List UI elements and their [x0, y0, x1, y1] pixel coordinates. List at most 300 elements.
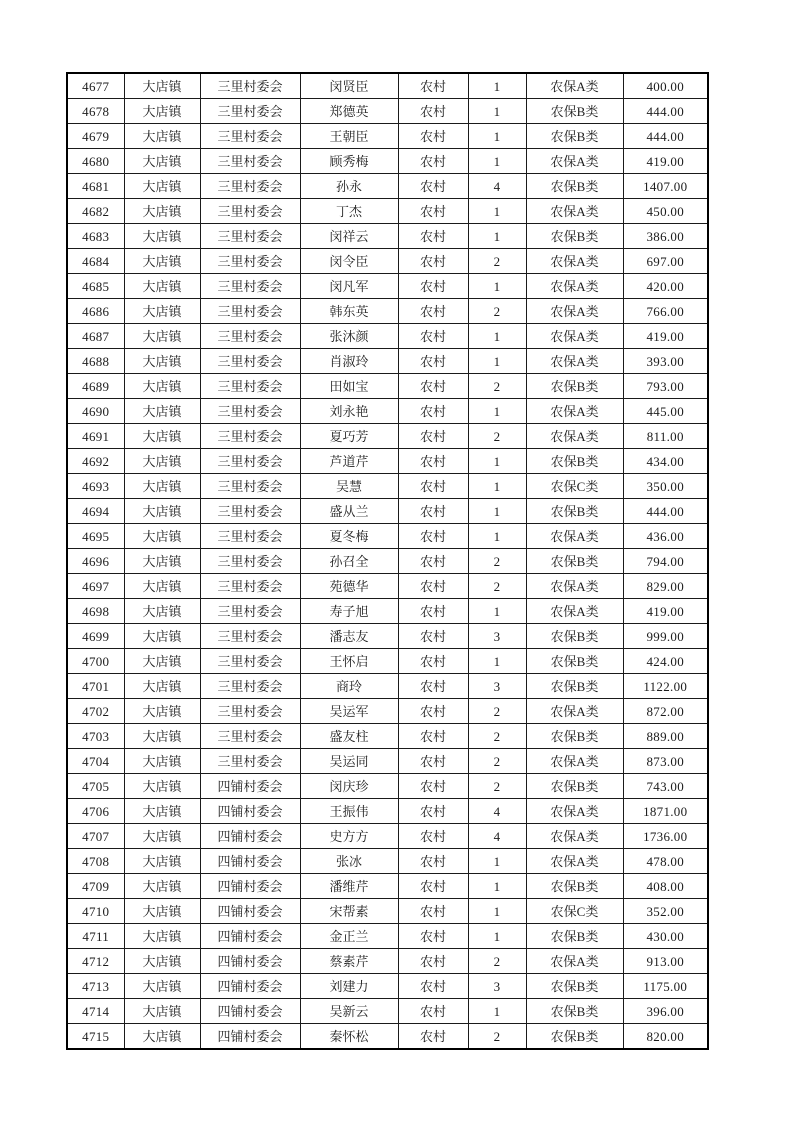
person-name-cell: 韩东英: [300, 299, 398, 324]
town-cell: 大店镇: [124, 749, 200, 774]
town-cell: 大店镇: [124, 449, 200, 474]
insurance-category-cell: 农保A类: [526, 324, 623, 349]
serial-number-cell: 4693: [67, 474, 124, 499]
table-row: [67, 649, 708, 674]
person-count-cell: 3: [468, 974, 526, 999]
town-cell: 大店镇: [124, 124, 200, 149]
amount-cell: 400.00: [623, 73, 708, 99]
table-row: [67, 499, 708, 524]
serial-number-cell: 4713: [67, 974, 124, 999]
serial-number-cell: 4703: [67, 724, 124, 749]
household-type-cell: 农村: [398, 299, 468, 324]
table-row: [67, 874, 708, 899]
amount-cell: 444.00: [623, 99, 708, 124]
town-cell: 大店镇: [124, 924, 200, 949]
household-type-cell: 农村: [398, 149, 468, 174]
person-name-cell: 田如宝: [300, 374, 398, 399]
insurance-category-cell: 农保A类: [526, 349, 623, 374]
person-name-cell: 史方方: [300, 824, 398, 849]
household-type-cell: 农村: [398, 874, 468, 899]
amount-cell: 450.00: [623, 199, 708, 224]
insurance-category-cell: 农保B类: [526, 1024, 623, 1050]
insurance-category-cell: 农保B类: [526, 649, 623, 674]
insurance-category-cell: 农保B类: [526, 374, 623, 399]
records-table-body: [67, 73, 708, 1049]
amount-cell: 352.00: [623, 899, 708, 924]
insurance-category-cell: 农保B类: [526, 674, 623, 699]
table-row: [67, 174, 708, 199]
household-type-cell: 农村: [398, 999, 468, 1024]
town-cell: 大店镇: [124, 299, 200, 324]
serial-number-cell: 4679: [67, 124, 124, 149]
person-count-cell: 1: [468, 874, 526, 899]
town-cell: 大店镇: [124, 949, 200, 974]
person-count-cell: 1: [468, 73, 526, 99]
table-row: [67, 149, 708, 174]
table-row: [67, 474, 708, 499]
town-cell: 大店镇: [124, 549, 200, 574]
table-row: [67, 1024, 708, 1050]
table-row: [67, 73, 708, 99]
serial-number-cell: 4707: [67, 824, 124, 849]
insurance-category-cell: 农保A类: [526, 249, 623, 274]
insurance-category-cell: 农保B类: [526, 124, 623, 149]
village-committee-cell: 三里村委会: [200, 449, 300, 474]
insurance-category-cell: 农保B类: [526, 874, 623, 899]
serial-number-cell: 4691: [67, 424, 124, 449]
amount-cell: 766.00: [623, 299, 708, 324]
serial-number-cell: 4699: [67, 624, 124, 649]
insurance-category-cell: 农保A类: [526, 399, 623, 424]
serial-number-cell: 4690: [67, 399, 124, 424]
village-committee-cell: 四铺村委会: [200, 949, 300, 974]
household-type-cell: 农村: [398, 624, 468, 649]
person-count-cell: 1: [468, 999, 526, 1024]
person-name-cell: 吴慧: [300, 474, 398, 499]
table-row: [67, 774, 708, 799]
amount-cell: 872.00: [623, 699, 708, 724]
person-count-cell: 2: [468, 424, 526, 449]
table-row: [67, 299, 708, 324]
person-name-cell: 宋帮素: [300, 899, 398, 924]
person-name-cell: 王怀启: [300, 649, 398, 674]
household-type-cell: 农村: [398, 849, 468, 874]
person-name-cell: 刘永艳: [300, 399, 398, 424]
serial-number-cell: 4689: [67, 374, 124, 399]
insurance-category-cell: 农保B类: [526, 499, 623, 524]
insurance-category-cell: 农保C类: [526, 899, 623, 924]
town-cell: 大店镇: [124, 649, 200, 674]
table-row: [67, 949, 708, 974]
person-name-cell: 张沐颜: [300, 324, 398, 349]
insurance-category-cell: 农保A类: [526, 699, 623, 724]
serial-number-cell: 4702: [67, 699, 124, 724]
insurance-category-cell: 农保B类: [526, 924, 623, 949]
serial-number-cell: 4697: [67, 574, 124, 599]
person-count-cell: 2: [468, 549, 526, 574]
town-cell: 大店镇: [124, 499, 200, 524]
person-count-cell: 1: [468, 849, 526, 874]
village-committee-cell: 四铺村委会: [200, 924, 300, 949]
amount-cell: 1122.00: [623, 674, 708, 699]
person-count-cell: 2: [468, 699, 526, 724]
village-committee-cell: 三里村委会: [200, 424, 300, 449]
person-count-cell: 1: [468, 124, 526, 149]
household-type-cell: 农村: [398, 899, 468, 924]
person-count-cell: 1: [468, 449, 526, 474]
person-count-cell: 2: [468, 949, 526, 974]
town-cell: 大店镇: [124, 774, 200, 799]
village-committee-cell: 三里村委会: [200, 599, 300, 624]
town-cell: 大店镇: [124, 1024, 200, 1050]
person-count-cell: 1: [468, 649, 526, 674]
town-cell: 大店镇: [124, 974, 200, 999]
village-committee-cell: 三里村委会: [200, 649, 300, 674]
insurance-category-cell: 农保A类: [526, 73, 623, 99]
serial-number-cell: 4688: [67, 349, 124, 374]
table-row: [67, 824, 708, 849]
serial-number-cell: 4706: [67, 799, 124, 824]
town-cell: 大店镇: [124, 224, 200, 249]
insurance-category-cell: 农保B类: [526, 99, 623, 124]
village-committee-cell: 三里村委会: [200, 499, 300, 524]
amount-cell: 1175.00: [623, 974, 708, 999]
person-name-cell: 夏冬梅: [300, 524, 398, 549]
insurance-category-cell: 农保B类: [526, 449, 623, 474]
amount-cell: 811.00: [623, 424, 708, 449]
serial-number-cell: 4681: [67, 174, 124, 199]
amount-cell: 408.00: [623, 874, 708, 899]
village-committee-cell: 三里村委会: [200, 624, 300, 649]
village-committee-cell: 三里村委会: [200, 124, 300, 149]
household-type-cell: 农村: [398, 949, 468, 974]
serial-number-cell: 4684: [67, 249, 124, 274]
person-name-cell: 夏巧芳: [300, 424, 398, 449]
village-committee-cell: 三里村委会: [200, 99, 300, 124]
village-committee-cell: 三里村委会: [200, 474, 300, 499]
serial-number-cell: 4685: [67, 274, 124, 299]
amount-cell: 420.00: [623, 274, 708, 299]
amount-cell: 743.00: [623, 774, 708, 799]
amount-cell: 350.00: [623, 474, 708, 499]
insurance-category-cell: 农保B类: [526, 724, 623, 749]
serial-number-cell: 4692: [67, 449, 124, 474]
table-row: [67, 349, 708, 374]
village-committee-cell: 四铺村委会: [200, 874, 300, 899]
household-type-cell: 农村: [398, 749, 468, 774]
village-committee-cell: 三里村委会: [200, 249, 300, 274]
amount-cell: 386.00: [623, 224, 708, 249]
insurance-category-cell: 农保A类: [526, 799, 623, 824]
person-name-cell: 闵凡军: [300, 274, 398, 299]
person-name-cell: 盛友柱: [300, 724, 398, 749]
village-committee-cell: 三里村委会: [200, 524, 300, 549]
amount-cell: 873.00: [623, 749, 708, 774]
village-committee-cell: 三里村委会: [200, 299, 300, 324]
serial-number-cell: 4696: [67, 549, 124, 574]
table-row: [67, 324, 708, 349]
village-committee-cell: 三里村委会: [200, 73, 300, 99]
village-committee-cell: 四铺村委会: [200, 824, 300, 849]
town-cell: 大店镇: [124, 524, 200, 549]
town-cell: 大店镇: [124, 799, 200, 824]
person-count-cell: 3: [468, 624, 526, 649]
person-count-cell: 1: [468, 499, 526, 524]
serial-number-cell: 4700: [67, 649, 124, 674]
table-row: [67, 124, 708, 149]
household-type-cell: 农村: [398, 799, 468, 824]
village-committee-cell: 四铺村委会: [200, 899, 300, 924]
household-type-cell: 农村: [398, 974, 468, 999]
amount-cell: 424.00: [623, 649, 708, 674]
household-type-cell: 农村: [398, 724, 468, 749]
amount-cell: 396.00: [623, 999, 708, 1024]
serial-number-cell: 4705: [67, 774, 124, 799]
town-cell: 大店镇: [124, 174, 200, 199]
table-row: [67, 599, 708, 624]
household-type-cell: 农村: [398, 224, 468, 249]
town-cell: 大店镇: [124, 899, 200, 924]
village-committee-cell: 三里村委会: [200, 374, 300, 399]
person-name-cell: 孙永: [300, 174, 398, 199]
village-committee-cell: 三里村委会: [200, 724, 300, 749]
person-name-cell: 寿子旭: [300, 599, 398, 624]
household-type-cell: 农村: [398, 824, 468, 849]
person-name-cell: 闵贤臣: [300, 73, 398, 99]
amount-cell: 793.00: [623, 374, 708, 399]
amount-cell: 436.00: [623, 524, 708, 549]
village-committee-cell: 三里村委会: [200, 549, 300, 574]
town-cell: 大店镇: [124, 399, 200, 424]
amount-cell: 478.00: [623, 849, 708, 874]
person-name-cell: 秦怀松: [300, 1024, 398, 1050]
person-name-cell: 金正兰: [300, 924, 398, 949]
household-type-cell: 农村: [398, 674, 468, 699]
person-count-cell: 2: [468, 749, 526, 774]
household-type-cell: 农村: [398, 449, 468, 474]
household-type-cell: 农村: [398, 1024, 468, 1050]
town-cell: 大店镇: [124, 574, 200, 599]
village-committee-cell: 三里村委会: [200, 224, 300, 249]
town-cell: 大店镇: [124, 699, 200, 724]
person-count-cell: 3: [468, 674, 526, 699]
table-row: [67, 799, 708, 824]
town-cell: 大店镇: [124, 824, 200, 849]
household-type-cell: 农村: [398, 199, 468, 224]
insurance-category-cell: 农保B类: [526, 224, 623, 249]
table-row: [67, 974, 708, 999]
table-row: [67, 424, 708, 449]
amount-cell: 393.00: [623, 349, 708, 374]
insurance-category-cell: 农保A类: [526, 574, 623, 599]
household-type-cell: 农村: [398, 599, 468, 624]
serial-number-cell: 4678: [67, 99, 124, 124]
village-committee-cell: 三里村委会: [200, 274, 300, 299]
insurance-category-cell: 农保A类: [526, 424, 623, 449]
household-type-cell: 农村: [398, 424, 468, 449]
village-committee-cell: 三里村委会: [200, 699, 300, 724]
village-committee-cell: 四铺村委会: [200, 1024, 300, 1050]
table-row: [67, 574, 708, 599]
person-count-cell: 2: [468, 249, 526, 274]
person-count-cell: 2: [468, 574, 526, 599]
person-count-cell: 1: [468, 274, 526, 299]
household-type-cell: 农村: [398, 324, 468, 349]
table-row: [67, 274, 708, 299]
household-type-cell: 农村: [398, 349, 468, 374]
amount-cell: 820.00: [623, 1024, 708, 1050]
household-type-cell: 农村: [398, 399, 468, 424]
town-cell: 大店镇: [124, 474, 200, 499]
insurance-category-cell: 农保A类: [526, 849, 623, 874]
town-cell: 大店镇: [124, 724, 200, 749]
amount-cell: 419.00: [623, 324, 708, 349]
serial-number-cell: 4708: [67, 849, 124, 874]
household-type-cell: 农村: [398, 73, 468, 99]
person-name-cell: 吴运同: [300, 749, 398, 774]
serial-number-cell: 4680: [67, 149, 124, 174]
person-count-cell: 1: [468, 349, 526, 374]
person-count-cell: 1: [468, 324, 526, 349]
insurance-category-cell: 农保B类: [526, 774, 623, 799]
table-row: [67, 449, 708, 474]
village-committee-cell: 三里村委会: [200, 674, 300, 699]
village-committee-cell: 三里村委会: [200, 749, 300, 774]
village-committee-cell: 三里村委会: [200, 199, 300, 224]
household-type-cell: 农村: [398, 774, 468, 799]
town-cell: 大店镇: [124, 149, 200, 174]
table-row: [67, 99, 708, 124]
town-cell: 大店镇: [124, 999, 200, 1024]
person-name-cell: 闵祥云: [300, 224, 398, 249]
person-count-cell: 1: [468, 599, 526, 624]
town-cell: 大店镇: [124, 674, 200, 699]
amount-cell: 419.00: [623, 599, 708, 624]
household-type-cell: 农村: [398, 699, 468, 724]
serial-number-cell: 4683: [67, 224, 124, 249]
person-count-cell: 2: [468, 1024, 526, 1050]
table-row: [67, 624, 708, 649]
person-name-cell: 张冰: [300, 849, 398, 874]
household-type-cell: 农村: [398, 99, 468, 124]
person-name-cell: 吴运军: [300, 699, 398, 724]
town-cell: 大店镇: [124, 599, 200, 624]
town-cell: 大店镇: [124, 874, 200, 899]
person-count-cell: 1: [468, 199, 526, 224]
person-count-cell: 1: [468, 149, 526, 174]
person-name-cell: 商玲: [300, 674, 398, 699]
town-cell: 大店镇: [124, 199, 200, 224]
village-committee-cell: 四铺村委会: [200, 799, 300, 824]
serial-number-cell: 4695: [67, 524, 124, 549]
serial-number-cell: 4686: [67, 299, 124, 324]
household-type-cell: 农村: [398, 474, 468, 499]
insurance-category-cell: 农保A类: [526, 599, 623, 624]
amount-cell: 999.00: [623, 624, 708, 649]
person-name-cell: 王朝臣: [300, 124, 398, 149]
table-row: [67, 674, 708, 699]
serial-number-cell: 4677: [67, 73, 124, 99]
amount-cell: 419.00: [623, 149, 708, 174]
village-committee-cell: 四铺村委会: [200, 849, 300, 874]
table-row: [67, 549, 708, 574]
person-count-cell: 1: [468, 224, 526, 249]
town-cell: 大店镇: [124, 324, 200, 349]
person-count-cell: 2: [468, 374, 526, 399]
village-committee-cell: 四铺村委会: [200, 774, 300, 799]
household-type-cell: 农村: [398, 649, 468, 674]
table-row: [67, 899, 708, 924]
amount-cell: 829.00: [623, 574, 708, 599]
town-cell: 大店镇: [124, 99, 200, 124]
person-name-cell: 郑德英: [300, 99, 398, 124]
person-count-cell: 2: [468, 299, 526, 324]
person-count-cell: 4: [468, 824, 526, 849]
insurance-category-cell: 农保A类: [526, 524, 623, 549]
village-committee-cell: 四铺村委会: [200, 974, 300, 999]
person-name-cell: 潘维芹: [300, 874, 398, 899]
insurance-category-cell: 农保A类: [526, 274, 623, 299]
amount-cell: 889.00: [623, 724, 708, 749]
table-row: [67, 724, 708, 749]
table-row: [67, 849, 708, 874]
insurance-category-cell: 农保A类: [526, 824, 623, 849]
town-cell: 大店镇: [124, 849, 200, 874]
village-committee-cell: 三里村委会: [200, 174, 300, 199]
village-committee-cell: 三里村委会: [200, 149, 300, 174]
table-row: [67, 249, 708, 274]
person-count-cell: 1: [468, 924, 526, 949]
person-name-cell: 刘建力: [300, 974, 398, 999]
person-count-cell: 1: [468, 399, 526, 424]
table-row: [67, 999, 708, 1024]
person-count-cell: 1: [468, 474, 526, 499]
town-cell: 大店镇: [124, 424, 200, 449]
person-name-cell: 吴新云: [300, 999, 398, 1024]
person-name-cell: 盛从兰: [300, 499, 398, 524]
amount-cell: 434.00: [623, 449, 708, 474]
table-row: [67, 399, 708, 424]
village-committee-cell: 三里村委会: [200, 324, 300, 349]
village-committee-cell: 三里村委会: [200, 399, 300, 424]
household-type-cell: 农村: [398, 374, 468, 399]
serial-number-cell: 4715: [67, 1024, 124, 1050]
town-cell: 大店镇: [124, 374, 200, 399]
serial-number-cell: 4682: [67, 199, 124, 224]
amount-cell: 697.00: [623, 249, 708, 274]
person-count-cell: 1: [468, 899, 526, 924]
household-type-cell: 农村: [398, 249, 468, 274]
person-count-cell: 2: [468, 724, 526, 749]
household-type-cell: 农村: [398, 174, 468, 199]
town-cell: 大店镇: [124, 274, 200, 299]
serial-number-cell: 4704: [67, 749, 124, 774]
serial-number-cell: 4701: [67, 674, 124, 699]
amount-cell: 1736.00: [623, 824, 708, 849]
records-table: [66, 72, 709, 1050]
serial-number-cell: 4712: [67, 949, 124, 974]
town-cell: 大店镇: [124, 349, 200, 374]
household-type-cell: 农村: [398, 574, 468, 599]
amount-cell: 1407.00: [623, 174, 708, 199]
person-name-cell: 孙召全: [300, 549, 398, 574]
insurance-category-cell: 农保B类: [526, 549, 623, 574]
household-type-cell: 农村: [398, 274, 468, 299]
person-count-cell: 1: [468, 99, 526, 124]
table-row: [67, 374, 708, 399]
town-cell: 大店镇: [124, 624, 200, 649]
person-name-cell: 顾秀梅: [300, 149, 398, 174]
